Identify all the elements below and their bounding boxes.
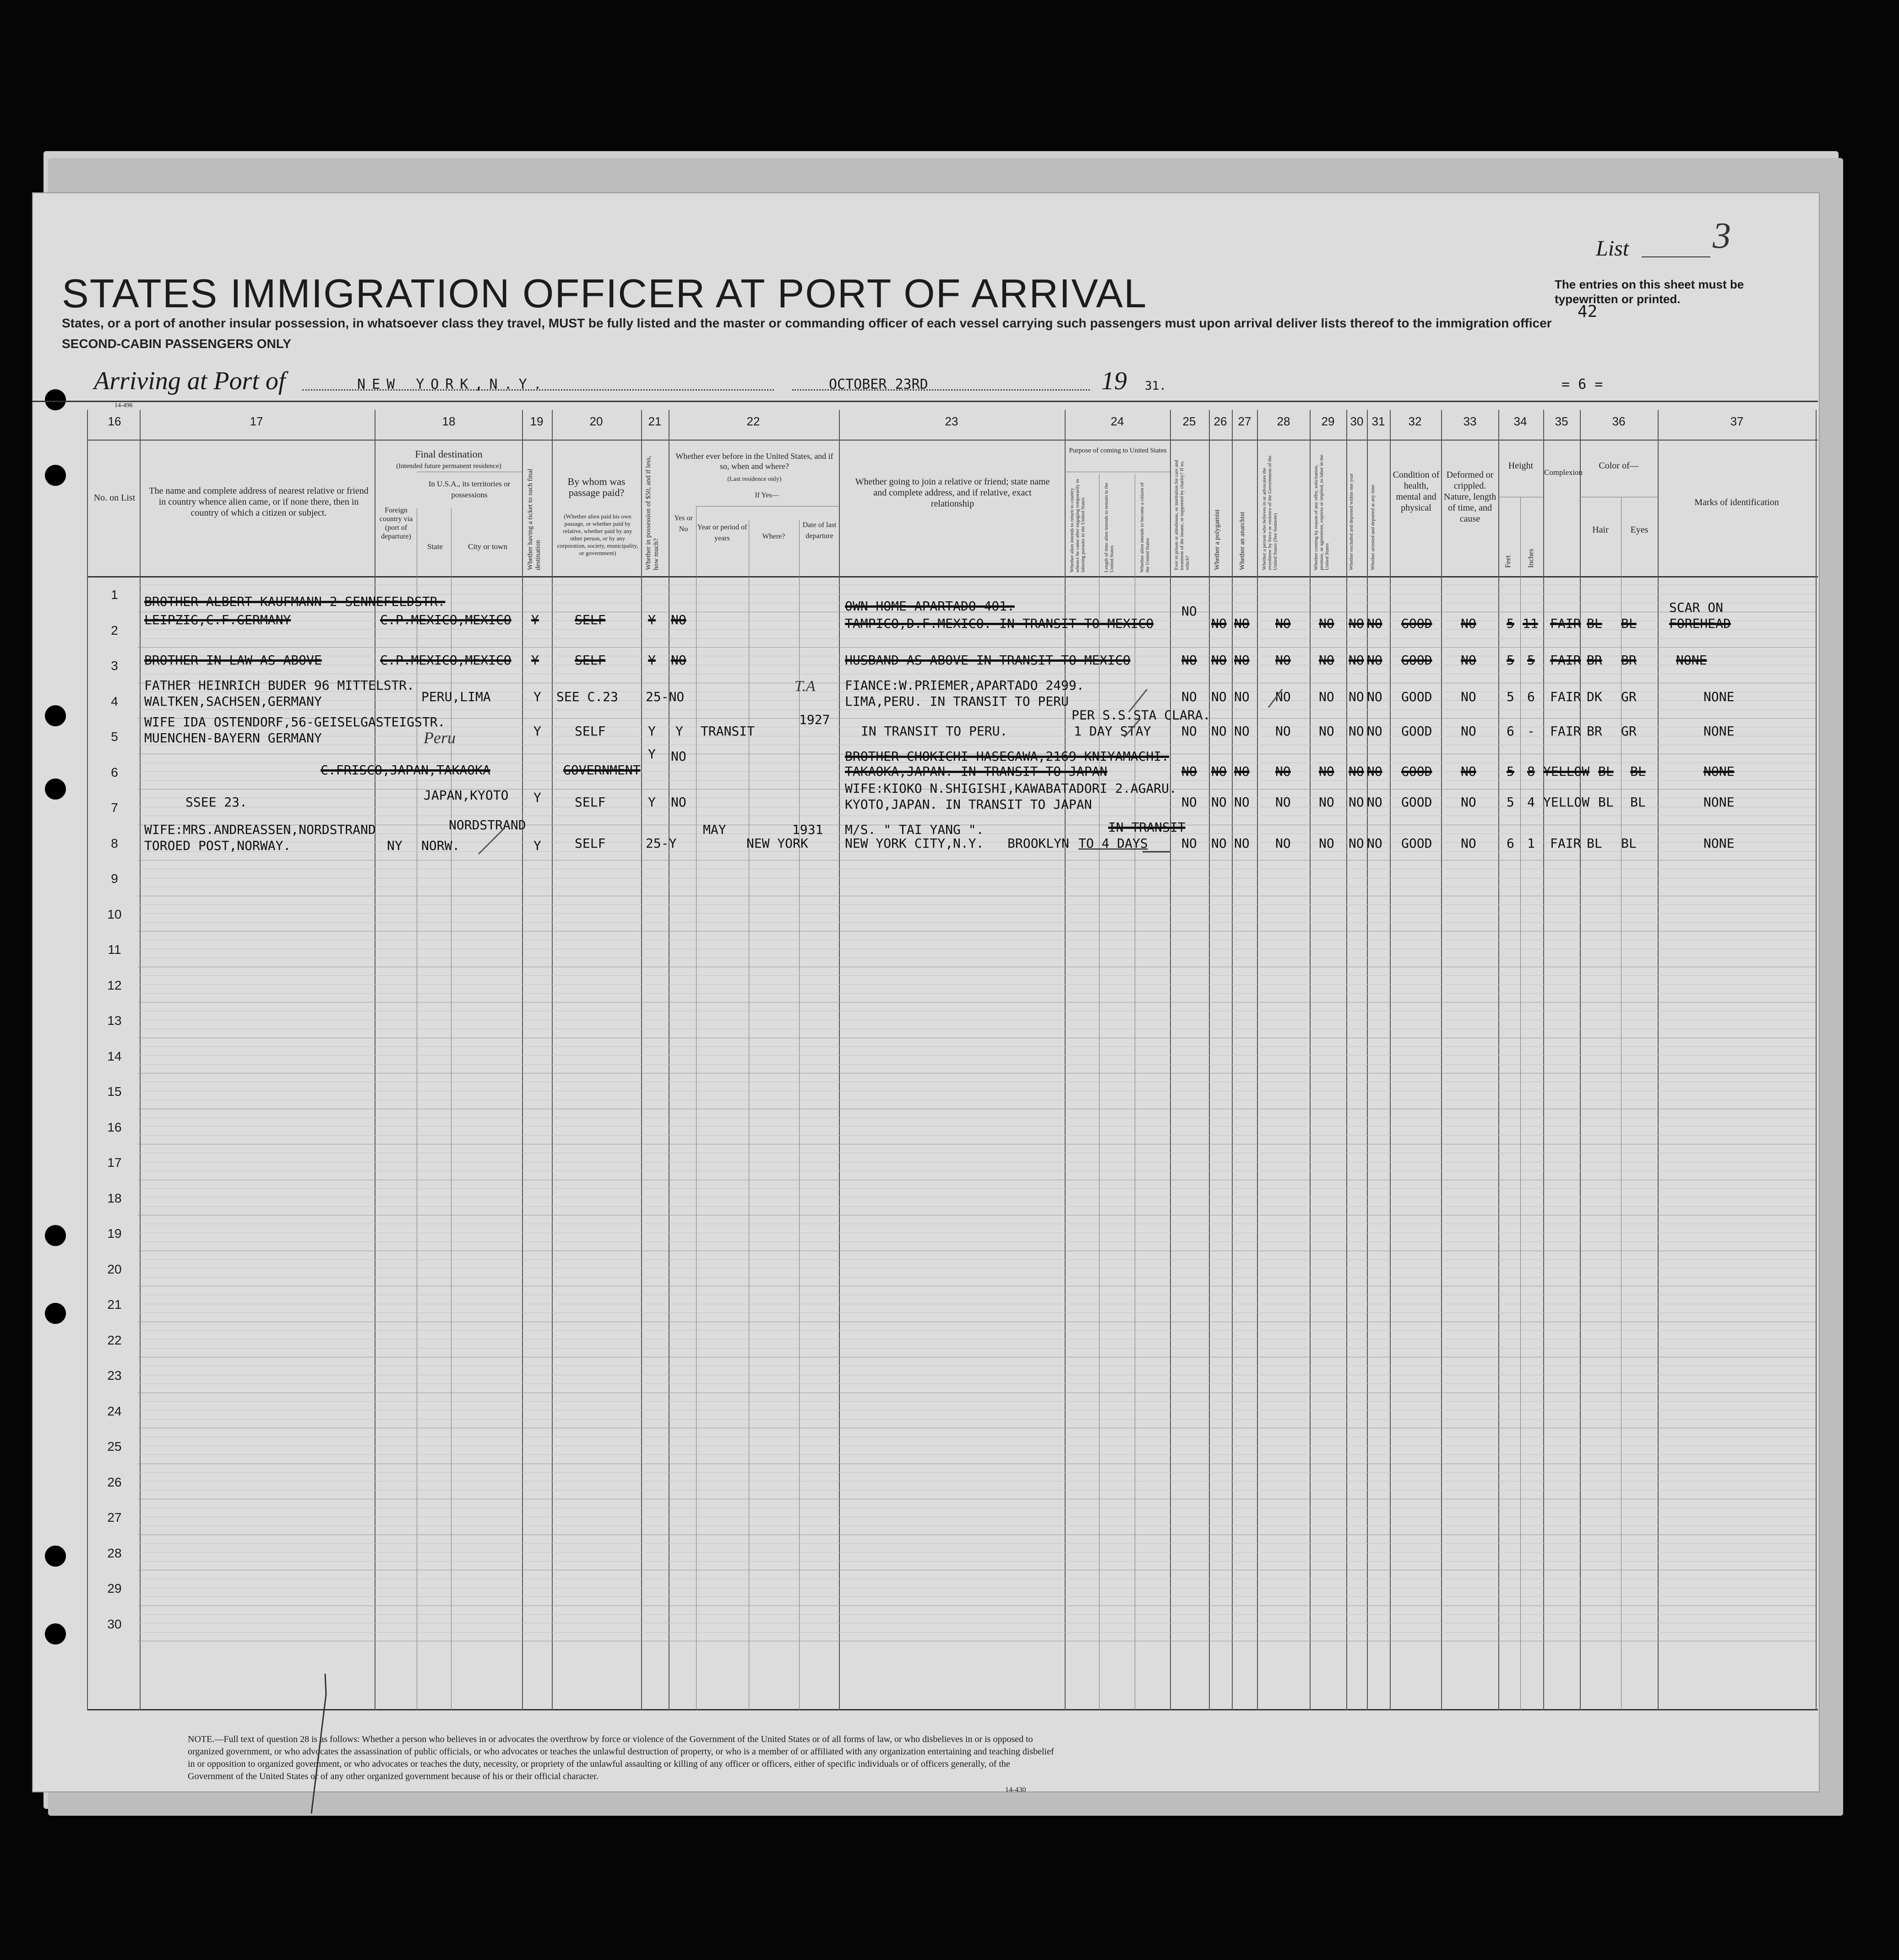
entry-inches: 8 (1527, 764, 1535, 779)
entry-q28: NO (1275, 689, 1291, 704)
entry-destination: NORW. (421, 838, 460, 853)
header-health: Condition of health, mental and physical (1393, 470, 1440, 513)
header-city: City or town (468, 542, 507, 551)
entry-join: KYOTO,JAPAN. IN TRANSIT TO JAPAN (845, 797, 1092, 812)
row-number: 20 (107, 1262, 122, 1276)
row-number: 2 (111, 623, 118, 637)
sheet-number: 42 (1578, 302, 1598, 321)
entry-hair: DK (1587, 689, 1602, 704)
entry-length-stay: 1 DAY STAY (1074, 724, 1151, 739)
entry-eyes: BL (1621, 836, 1637, 851)
entry-passage-paid: SELF (575, 653, 606, 668)
entry-join: WIFE:KIOKO N.SHIGISHI,KAWABATADORI 2.AGARU. (845, 781, 1177, 796)
form-code: 14-496 (114, 402, 133, 409)
row-number: 4 (111, 694, 118, 708)
arriving-label: Arriving at Port of (94, 367, 286, 395)
entry-destination: NORDSTRAND (449, 817, 526, 833)
entry-relative: WALTKEN,SACHSEN,GERMANY (144, 694, 322, 709)
entry-marks: NONE (1703, 836, 1735, 851)
row-number: 12 (107, 978, 122, 992)
entry-last-departure: 1927 (799, 712, 830, 727)
entry-eyes: BL (1630, 764, 1646, 779)
header-join-relative: Whether going to join a relative or friend; state name and complete address, and if relative, exact relationship (855, 477, 1050, 509)
entry-polygamist: NO (1211, 616, 1227, 631)
header-foreign-country: Foreign country via (port of departure) (379, 506, 413, 540)
row-number: 29 (107, 1581, 122, 1595)
entry-feet: 6 (1507, 836, 1514, 851)
entry-polygamist: NO (1211, 724, 1227, 739)
entry-inches: 4 (1527, 795, 1535, 810)
entry-complexion: FAIR (1550, 836, 1581, 851)
entry-feet: 5 (1507, 616, 1514, 631)
header-eyes: Eyes (1630, 525, 1649, 535)
header-anarchist: Whether an anarchist (1239, 512, 1246, 570)
row-number: 11 (108, 942, 121, 957)
entry-passage-paid: SEE C.23 (556, 689, 618, 704)
entry-q29: NO (1319, 764, 1334, 779)
entry-q28: NO (1275, 724, 1291, 739)
entry-relative: WIFE IDA OSTENDORF,56-GEISELGASTEIGSTR. (144, 714, 446, 730)
entry-deformed: NO (1461, 616, 1476, 631)
entry-join: IN TRANSIT TO PERU. (861, 724, 1008, 739)
row-number: 25 (107, 1439, 122, 1454)
row-number: 13 (107, 1013, 122, 1028)
entry-feet: 5 (1507, 653, 1514, 668)
column-number: 22 (746, 414, 760, 428)
entry-deformed: NO (1461, 724, 1476, 739)
column-number: 29 (1321, 414, 1335, 428)
entry-q29: NO (1319, 616, 1334, 631)
row-number: 7 (111, 800, 118, 815)
entry-deformed: NO (1461, 689, 1476, 704)
column-number: 23 (945, 414, 958, 428)
page-title: STATES IMMIGRATION OFFICER AT PORT OF ARRIVAL (62, 271, 1148, 316)
header-final-destination-note: (Intended future permanent residence) (396, 463, 501, 470)
entry-health: GOOD (1401, 795, 1432, 810)
entry-passage-paid: SELF (575, 795, 606, 810)
row-number: 10 (107, 907, 122, 921)
header-q29: Whether coming by reason of any offer, solicitation, promise, or agreement, express or implied, to labor in the United States (1313, 454, 1330, 570)
entry-destination: Peru (424, 729, 456, 747)
header-passage-paid: By whom was passage paid? (567, 476, 626, 498)
entry-passage-paid: SELF (575, 836, 606, 851)
header-q30: Whether excluded and deported within one year (1349, 473, 1354, 570)
entry-last-departure: 1931 (792, 822, 823, 837)
entry-passage-paid: GOVERNMENT (563, 762, 641, 778)
column-number: 24 (1110, 414, 1124, 428)
entry-ever-before: NO (671, 749, 686, 764)
entry-prison: NO (1181, 836, 1197, 851)
entry-join: TAKAOKA,JAPAN. IN TRANSIT TO JAPAN (845, 764, 1108, 779)
entry-polygamist: NO (1211, 689, 1227, 704)
entry-feet: 6 (1507, 724, 1514, 739)
entry-money: Y (648, 612, 656, 627)
header-q31: Whether arrested and deported at any time (1370, 485, 1376, 570)
entry-period: MAY (703, 822, 726, 837)
entries-note: The entries on this sheet must be typewritten or printed. (1555, 278, 1744, 306)
entry-money: Y (648, 746, 656, 762)
entry-q31: NO (1367, 724, 1382, 739)
entry-health: GOOD (1401, 616, 1432, 631)
column-number: 28 (1277, 414, 1290, 428)
entry-q30: NO (1349, 795, 1364, 810)
header-passage-paid-note: (Whether alien paid his own passage, or whether paid by relative, whether paid by any other person, or by any corporation, society, municipality, or government) (557, 513, 638, 556)
entry-eyes: BR (1621, 653, 1637, 668)
entry-join: OWN HOME APARTADO 401. (845, 599, 1015, 614)
header-height: Height (1508, 461, 1534, 471)
entry-passage-paid: SELF (575, 724, 606, 739)
entry-hair: BL (1598, 764, 1614, 779)
entry-q30: NO (1349, 616, 1364, 631)
header-if-yes: If Yes— (755, 491, 779, 499)
header-polygamist: Whether a polygamist (1213, 509, 1221, 570)
entry-polygamist: NO (1211, 795, 1227, 810)
entry-length-stay: TO 4 DAYS (1078, 836, 1148, 851)
row-number: 6 (111, 765, 118, 779)
entry-ticket: Y (533, 790, 541, 805)
entry-anarchist: NO (1234, 764, 1250, 779)
entry-anarchist: NO (1234, 689, 1250, 704)
entry-hair: BR (1587, 653, 1602, 668)
entry-join: TAMPICO,D.F.MEXICO. IN TRANSIT TO MEXICO (845, 616, 1154, 631)
entry-marks: NONE (1676, 653, 1707, 668)
entry-inches: 1 (1527, 836, 1535, 851)
header-complexion: Complexion (1544, 468, 1583, 477)
entry-eyes: GR (1621, 724, 1637, 739)
header-color-of: Color of— (1599, 461, 1639, 471)
entry-q28: NO (1275, 836, 1291, 851)
entry-join: BROTHER CHOKICHI HASEGAWA,2169 KNIYAMACHI. (845, 749, 1170, 764)
entry-relative: LEIPZIG,C.F.GERMANY (144, 612, 291, 627)
entry-relative: MUENCHEN-BAYERN GERMANY (144, 730, 322, 746)
page-marker: = 6 = (1562, 376, 1603, 392)
entry-complexion: FAIR (1550, 616, 1581, 631)
entry-q29: NO (1319, 653, 1334, 668)
entry-inches: 5 (1527, 653, 1535, 668)
row-number: 26 (107, 1475, 122, 1489)
entry-join: LIMA,PERU. IN TRANSIT TO PERU (845, 694, 1069, 709)
entry-annotation: T.A (794, 678, 816, 695)
entry-ever-before: NO (671, 612, 686, 627)
entry-prison: NO (1181, 764, 1197, 779)
entry-q30: NO (1349, 764, 1364, 779)
arrival-year: 31. (1145, 379, 1166, 393)
entry-prison: NO (1181, 689, 1197, 704)
year-prefix: 19 (1101, 367, 1127, 395)
column-number: 20 (589, 414, 603, 428)
header-ticket: Whether having a ticket to such final destination (527, 468, 542, 570)
entry-feet: 5 (1507, 689, 1514, 704)
row-number: 15 (107, 1084, 122, 1099)
entry-eyes: BL (1621, 616, 1637, 631)
header-feet: Feet (1504, 555, 1512, 568)
entry-polygamist: NO (1211, 836, 1227, 851)
entry-deformed: NO (1461, 764, 1476, 779)
header-inches: Inches (1527, 549, 1535, 568)
entry-inches: - (1527, 724, 1535, 739)
row-number: 23 (107, 1368, 122, 1383)
entry-ever-before: NO (671, 795, 686, 810)
list-label: List (1596, 236, 1629, 261)
entry-destination: PERU,LIMA (421, 689, 491, 704)
column-number: 33 (1463, 414, 1477, 428)
entry-relative: BROTHER ALBERT KAUFMANN 2 SENNEFELDSTR. (144, 594, 446, 609)
row-number: 28 (107, 1546, 122, 1560)
entry-prison: NO (1181, 795, 1197, 810)
entry-deformed: NO (1461, 836, 1476, 851)
entry-health: GOOD (1401, 724, 1432, 739)
entry-complexion: FAIR (1550, 724, 1581, 739)
header-final-destination: Final destination (415, 448, 483, 460)
entry-anarchist: NO (1234, 616, 1250, 631)
entry-anarchist: NO (1234, 836, 1250, 851)
entry-feet: 5 (1507, 764, 1514, 779)
entry-join: PER S.S.STA CLARA. (1072, 708, 1211, 723)
entry-q28: NO (1275, 653, 1291, 668)
column-number: 19 (530, 414, 544, 428)
entry-q31: NO (1367, 653, 1382, 668)
entry-health: GOOD (1401, 653, 1432, 668)
entry-q28: NO (1275, 616, 1291, 631)
header-yes-no: Yes or No (674, 514, 693, 533)
entry-join: FIANCE:W.PRIEMER,APARTADO 2499. (845, 678, 1084, 693)
entry-marks: NONE (1703, 764, 1735, 779)
entry-relative: TOROED POST,NORWAY. (144, 838, 291, 853)
entry-q30: NO (1349, 724, 1364, 739)
row-number: 27 (107, 1510, 122, 1524)
header-relative-address: The name and complete address of nearest relative or friend in country whence alien came, or if none there, then in country of which a citizen or subject. (149, 486, 369, 518)
header-money: Whether in possession of $50, and if less, how much? (645, 456, 660, 570)
entry-q28: NO (1275, 795, 1291, 810)
entry-prison: NO (1181, 724, 1197, 739)
column-number: 16 (108, 414, 121, 428)
entry-destination: C.P.MEXICO,MEXICO (380, 612, 511, 627)
entry-deformed: NO (1461, 653, 1476, 668)
column-number: 17 (250, 414, 263, 428)
header-prison: Ever in prison or almshouse, or institution for care and treatment of the insane, or supported by charity? If so, which? (1174, 460, 1190, 570)
entry-join: HUSBAND AS ABOVE IN TRANSIT TO MEXICO (845, 653, 1131, 668)
entry-marks: SCAR ON (1669, 600, 1724, 615)
passenger-class: SECOND-CABIN PASSENGERS ONLY (62, 337, 291, 351)
entry-money: 25-NO (646, 689, 685, 704)
header-purpose: Purpose of coming to United States (1069, 447, 1167, 454)
entry-marks: NONE (1703, 795, 1735, 810)
row-number: 22 (107, 1333, 122, 1347)
row-number: 16 (107, 1120, 122, 1134)
entry-hair: BL (1587, 616, 1602, 631)
column-number: 34 (1513, 414, 1527, 428)
entry-q31: NO (1367, 616, 1382, 631)
entry-deformed: NO (1461, 795, 1476, 810)
header-instructions: States, or a port of another insular possession, in whatsoever class they travel, MUST be fully listed and the master or commanding officer of each vessel carrying such passengers must upon arrival deliver lists thereof to the immigration officer (62, 316, 1552, 330)
column-number: 32 (1408, 414, 1422, 428)
header-become-citizen: Whether alien intends to become a citizen of the United States (1139, 482, 1150, 572)
entry-q29: NO (1319, 836, 1334, 851)
column-number: 31 (1371, 414, 1385, 428)
entry-foreign-port: NY (387, 838, 403, 853)
entry-health: GOOD (1401, 836, 1432, 851)
entry-money: Y (648, 724, 656, 739)
header-length-stay: Length of time alien intends to remain in the United States (1104, 482, 1115, 572)
entry-q28: NO (1275, 764, 1291, 779)
header-q28: Whether a person who believes in or advocates the overthrow by force or violence of the Government of the United States (See footnote) (1262, 455, 1278, 570)
entry-complexion: YELLOW (1543, 764, 1590, 779)
entry-destination: C.FRISCO,JAPAN,TAKAOKA (321, 762, 490, 778)
header-in-usa: In U.S.A., its territories or possessions (428, 479, 511, 499)
entry-polygamist: NO (1211, 764, 1227, 779)
column-number: 36 (1612, 414, 1626, 428)
entry-money: Y (648, 795, 656, 810)
entry-anarchist: NO (1234, 795, 1250, 810)
column-number: 27 (1238, 414, 1251, 428)
column-number: 25 (1182, 414, 1196, 428)
row-number: 21 (107, 1297, 122, 1312)
form-code: 14-430 (1005, 1786, 1026, 1794)
entry-passage-paid: SELF (575, 612, 606, 627)
entry-prison: NO (1181, 604, 1197, 619)
entry-money: 25-Y (646, 836, 677, 851)
header-where: Where? (762, 533, 785, 540)
entry-ticket: Y (531, 612, 539, 627)
entry-eyes: GR (1621, 689, 1637, 704)
row-number: 19 (107, 1226, 122, 1241)
header-hair: Hair (1592, 525, 1609, 535)
entry-q29: NO (1319, 689, 1334, 704)
entry-q29: NO (1319, 724, 1334, 739)
list-number: 3 (1713, 216, 1731, 256)
column-number: 26 (1213, 414, 1227, 428)
entry-complexion: FAIR (1550, 653, 1581, 668)
entry-polygamist: NO (1211, 653, 1227, 668)
header-ever-before: Whether ever before in the United States, and if so, when and where? (675, 452, 833, 471)
column-number: 30 (1350, 414, 1364, 428)
entry-q31: NO (1367, 795, 1382, 810)
column-number: 21 (648, 414, 662, 428)
row-number: 14 (107, 1049, 122, 1063)
column-number: 18 (442, 414, 456, 428)
arrival-port: NEW YORK,N.Y. (357, 376, 548, 392)
header-last-residence: (Last residence only) (727, 476, 782, 483)
entry-ticket: Y (533, 689, 541, 704)
row-number: 17 (107, 1155, 122, 1170)
entry-inches: 11 (1523, 616, 1538, 631)
entry-hair: BL (1587, 836, 1602, 851)
entry-ticket: Y (533, 724, 541, 739)
row-number: 9 (111, 871, 118, 886)
entry-anarchist: NO (1234, 653, 1250, 668)
row-number: 24 (107, 1404, 122, 1418)
entry-ticket: Y (533, 838, 541, 853)
entry-q29: NO (1319, 795, 1334, 810)
column-number: 35 (1555, 414, 1568, 428)
header-period: Year or period of years (697, 523, 747, 542)
entry-prison: NO (1181, 653, 1197, 668)
column-number: 37 (1730, 414, 1744, 428)
header-last-departure: Date of last departure (802, 521, 837, 540)
entry-q30: NO (1349, 836, 1364, 851)
entry-q31: NO (1367, 764, 1382, 779)
entry-anarchist: NO (1234, 724, 1250, 739)
entry-where: NEW YORK (746, 836, 808, 851)
entry-eyes: BL (1630, 795, 1646, 810)
entry-ever-before: NO (671, 653, 686, 668)
entry-q30: NO (1349, 653, 1364, 668)
entry-ever-before: Y (675, 724, 683, 739)
row-number: 8 (111, 836, 118, 850)
entry-hair: BR (1587, 724, 1602, 739)
entry-marks: NONE (1703, 689, 1735, 704)
header-purpose-return: Whether alien intends to return to country whence he came after engaging temporarily in laboring pursuits in the United States (1069, 479, 1086, 572)
entry-health: GOOD (1401, 764, 1432, 779)
row-number: 18 (107, 1191, 122, 1205)
entry-health: GOOD (1401, 689, 1432, 704)
footnote-q28: NOTE.—Full text of question 28 is as follows: Whether a person who believes in or advocates the overthrow by force or violence of the Government of the United States or of all forms of law, or who disbelieves in or is opposed to organized government, or who advocates the assassination of public officials, or who advocates or teaches the unlawful destruction of property, or who is a member of or affiliated with any organization entertaining and teaching disbelief in or opposition to organized government, or who advocates or teaches the duty, necessity, or propriety of the unlawful assaulting or killing of any officer or officers, either of specific individuals or of officers generally, of the Government of the United States or of any other organized government because of his or their official character. (188, 1734, 1054, 1781)
entry-hair: BL (1598, 795, 1614, 810)
row-number: 5 (111, 730, 118, 744)
entry-length-stay: IN TRANSIT (1108, 820, 1186, 835)
entry-complexion: FAIR (1550, 689, 1581, 704)
entry-destination: C.P.MEXICO,MEXICO (380, 653, 511, 668)
row-number: 1 (111, 588, 118, 602)
entry-money: Y (648, 653, 656, 668)
entry-destination: JAPAN,KYOTO (424, 788, 509, 803)
entry-complexion: YELLOW (1543, 795, 1590, 810)
entry-destination-city: BROOKLYN (1007, 836, 1069, 851)
entry-period: TRANSIT (701, 724, 755, 739)
entry-join: NEW YORK CITY,N.Y. (845, 836, 984, 851)
entry-q30: NO (1349, 689, 1364, 704)
entry-inches: 6 (1527, 689, 1535, 704)
header-marks: Marks of identification (1694, 497, 1779, 507)
entry-marks: NONE (1703, 724, 1735, 739)
entry-q31: NO (1367, 836, 1382, 851)
arrival-date: OCTOBER 23RD (829, 376, 928, 392)
entry-feet: 5 (1507, 795, 1514, 810)
entry-relative: BROTHER-IN-LAW AS ABOVE (144, 653, 322, 668)
header-no-on-list: No. on List (93, 493, 136, 503)
entry-relative: SSEE 23. (185, 795, 247, 810)
entry-ticket: Y (531, 653, 539, 668)
entry-relative: WIFE:MRS.ANDREASSEN,NORDSTRAND (144, 822, 376, 837)
header-state: State (427, 542, 443, 551)
entry-q31: NO (1367, 689, 1382, 704)
entry-relative: FATHER HEINRICH BUDER 96 MITTELSTR. (144, 678, 415, 693)
entry-marks: FOREHEAD (1669, 616, 1731, 631)
row-number: 3 (111, 659, 118, 673)
header-deformed: Deformed or crippled. Nature, length of time, and cause (1443, 470, 1496, 524)
row-number: 30 (107, 1617, 122, 1631)
entry-join: M/S. " TAI YANG ". (845, 822, 984, 837)
